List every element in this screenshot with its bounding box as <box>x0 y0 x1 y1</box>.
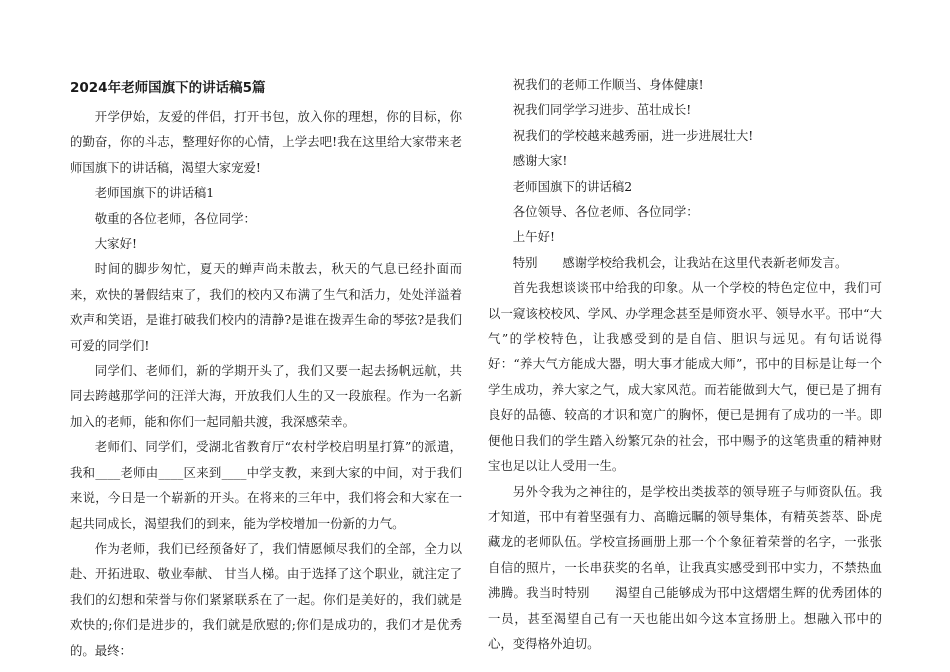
speech-1-wish: 祝我们的老师工作顺当、身体健康! <box>512 77 704 92</box>
left-column <box>70 78 462 663</box>
speech-2-heading: 老师国旗下的讲话稿2 <box>512 178 633 194</box>
speech-1-paragraph: 同学们、老师们，新的学期开头了，我们又要一起去扬帆远航，共同去跨越那学问的汪洋大海，开放我们人生的又一段旅程。作为一名新加入的老师，能和你们一起同船共渡，我深感荣幸。 <box>70 363 462 429</box>
speech-1-wish: 祝我们同学学习进步、茁壮成长! <box>512 102 692 118</box>
speech-2-greeting: 上午好! <box>512 229 555 245</box>
intro-paragraph: 开学伊始，友爱的伴侣，打开书包，放入你的理想，你的目标，你的勤奋，你的斗志，整理好你的心情，上学去吧!我在这里给大家带来老师国旗下的讲话稿，渴望大家宠爱! <box>70 109 462 175</box>
speech-1-paragraph: 老师们、同学们，受湖北省教育厅“农村学校启明星打算”的派遣，我和____老师由____区来到____中学支教，来到大家的中间，对于我们来说，今日是一个崭新的开头。在将来的三年中，我们将会和大家在一起共同成长，渴望我们的到来，能为学校增加一份新的力气。 <box>70 439 462 531</box>
speech-1-closing: 感谢大家! <box>512 153 568 169</box>
speech-1-salutation: 敬重的各位老师，各位同学： <box>94 210 256 226</box>
speech-1-wish: 祝我们的学校越来越秀丽，进一步进展壮大! <box>512 127 754 143</box>
speech-1-paragraph: 时间的脚步匆忙，夏天的蝉声尚未散去，秋天的气息已经扑面而来，欢快的暑假结束了，我们的校内又布满了生气和活力，处处洋溢着欢声和笑语，是谁打破我们校内的清静?是谁在拨弄生命的琴弦?是我们可爱的同学们! <box>70 261 462 353</box>
speech-1-heading: 老师国旗下的讲话稿1 <box>94 185 215 201</box>
document-title: 2024年老师国旗下的讲话稿5篇 <box>70 80 266 96</box>
speech-2-paragraph: 另外令我为之神往的，是学校出类拔萃的领导班子与师资队伍。我才知道，邗中有着坚强有力、高瞻远瞩的领导集体，有精英荟萃、卧虎藏龙的老师队伍。学校宣扬画册上那一个个象征着荣誉的名字，一张张自信的照片，一长串获奖的名单，让我真实感受到邗中实力，不禁热血沸腾。我当时特别 渴望自己能够成为邗中这熠熠生辉的优秀团体的一员，甚至渴望自己有一天也能出如今这本宣扬册上。想融入邗中的心，变得格外迫切。 <box>488 483 882 651</box>
speech-1-paragraph: 作为老师，我们已经预备好了，我们情愿倾尽我们的全部，全力以赴、开拓进取、敬业奉献、 甘当人梯。由于选择了这个职业，就注定了我们的幻想和荣誉与你们紧紧联系在了一起。你们是美好的，我们就是欢快的;你们是进步的，我们就是欣慰的;你们是成功的，我们才是优秀的。最终： <box>70 540 462 658</box>
right-column <box>488 72 882 656</box>
speech-2-salutation: 各位领导、各位老师、各位同学： <box>512 204 699 220</box>
speech-1-greeting: 大家好! <box>94 236 137 252</box>
speech-2-paragraph: 特别 感谢学校给我机会，让我站在这里代表新老师发言。 <box>512 254 848 270</box>
speech-2-paragraph: 首先我想谈谈邗中给我的印象。从一个学校的特色定位中，我们可以一窥该校校风、学风、办学理念甚至是师资水平、领导水平。邗中“大气”的学校特色，让我感受到的是自信、胆识与远见。有句话说得好：“养大气方能成大器，明大事才能成大师”，邗中的目标是让每一个学生成功，养大家之气，成大家风范。而若能做到大气，便已是了拥有良好的品德、较高的才识和宽广的胸怀，便已是拥有了成功的一半。即便他日我们的学生踏入纷繁冗杂的社会，邗中赐予的这笔贵重的精神财宝也足以让人受用一生。 <box>488 280 882 474</box>
